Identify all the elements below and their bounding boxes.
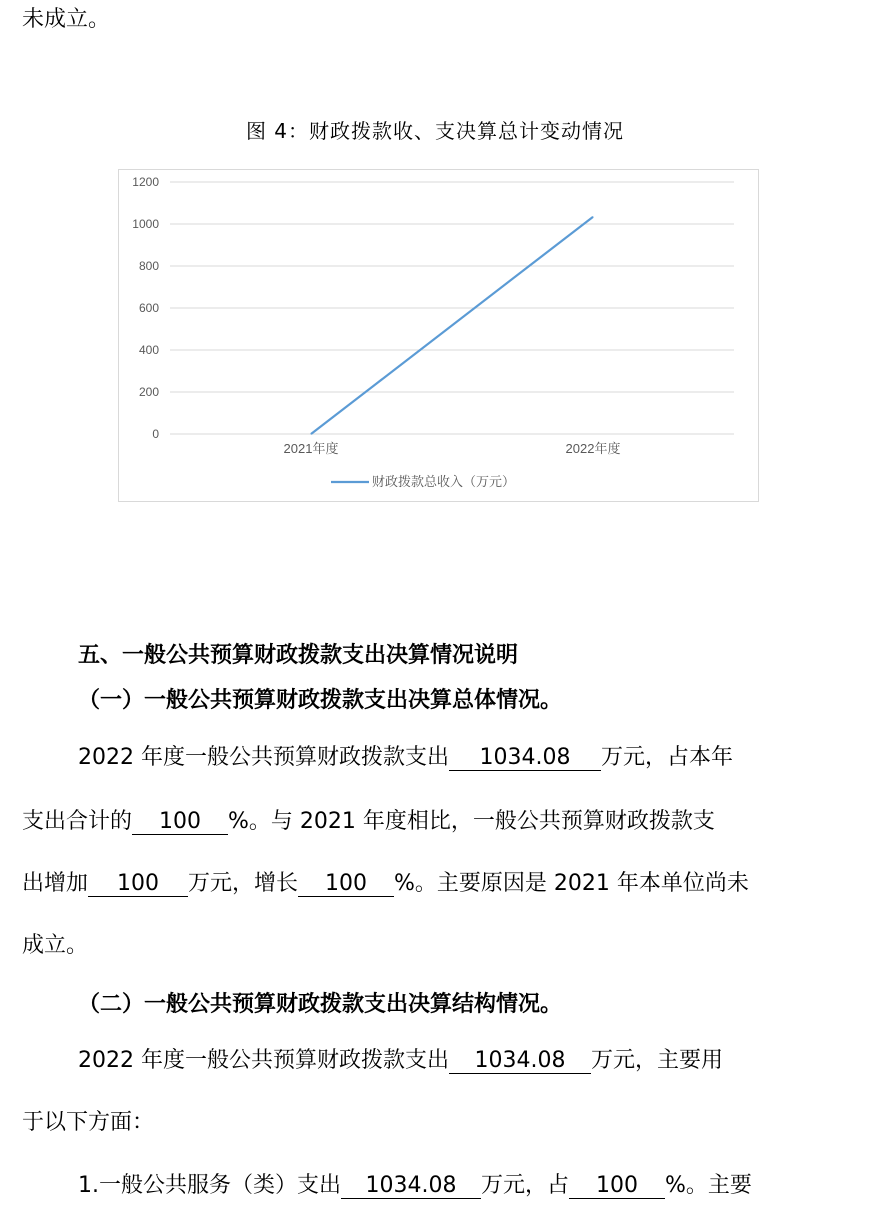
- data-point: [593, 216, 594, 217]
- text: %。主要原因是 2021 年本单位尚未: [394, 871, 749, 896]
- increase-value: 100: [88, 872, 188, 897]
- series-line: [311, 217, 593, 434]
- text: 万元，增长: [188, 871, 299, 896]
- x-tick-label: 2022年度: [565, 441, 621, 456]
- paragraph-line: [78, 1174, 870, 1199]
- text: %。与 2021 年度相比，一般公共预算财政拨款支: [228, 809, 715, 834]
- amount-value: 1034.08: [449, 746, 601, 771]
- amount-value: 1034.08: [449, 1049, 591, 1074]
- legend-label: 财政拨款总收入（万元）: [372, 474, 516, 489]
- amount-value: 1034.08: [341, 1174, 481, 1199]
- figure-caption: 图 4：财政拨款收、支决算总计变动情况: [245, 119, 625, 143]
- x-tick-label: 2021年度: [283, 441, 339, 456]
- section-heading: 五、一般公共预算财政拨款支出决算情况说明: [78, 643, 519, 668]
- y-tick-label: 400: [138, 343, 159, 357]
- paragraph-line: 成立。: [22, 933, 89, 958]
- subsection-heading-2: （二）一般公共预算财政拨款支出决算结构情况。: [78, 992, 563, 1017]
- y-tick-label: 1000: [132, 217, 159, 231]
- y-tick-label: 600: [138, 301, 159, 315]
- text: 支出合计的: [22, 809, 133, 834]
- text-fragment: 未成立。: [22, 7, 111, 32]
- share-value: 100: [569, 1174, 665, 1199]
- text: 2022 年度一般公共预算财政拨款支出: [78, 1048, 449, 1073]
- text: %。主要: [665, 1173, 752, 1198]
- text: 2022 年度一般公共预算财政拨款支出: [78, 745, 449, 770]
- text: 1.一般公共服务（类）支出: [78, 1173, 341, 1198]
- line-chart: [119, 170, 758, 501]
- paragraph-line: 于以下方面：: [22, 1110, 155, 1135]
- y-tick-label: 800: [138, 259, 159, 273]
- growth-value: 100: [298, 872, 394, 897]
- paragraph-line: [78, 1049, 870, 1074]
- data-point: [311, 434, 312, 435]
- y-tick-label: 1200: [132, 175, 159, 189]
- paragraph-line: [22, 810, 870, 835]
- y-tick-label: 0: [152, 427, 159, 441]
- subsection-heading-1: （一）一般公共预算财政拨款支出决算总体情况。: [78, 688, 563, 713]
- text: 万元，占: [481, 1173, 570, 1198]
- paragraph-line: [78, 746, 870, 771]
- share-value: 100: [132, 810, 228, 835]
- paragraph-line: [22, 872, 870, 897]
- text: 万元，占本年: [600, 745, 733, 770]
- y-tick-label: 200: [138, 385, 159, 399]
- chart-container: [118, 169, 759, 502]
- text: 出增加: [22, 871, 89, 896]
- text: 万元，主要用: [590, 1048, 723, 1073]
